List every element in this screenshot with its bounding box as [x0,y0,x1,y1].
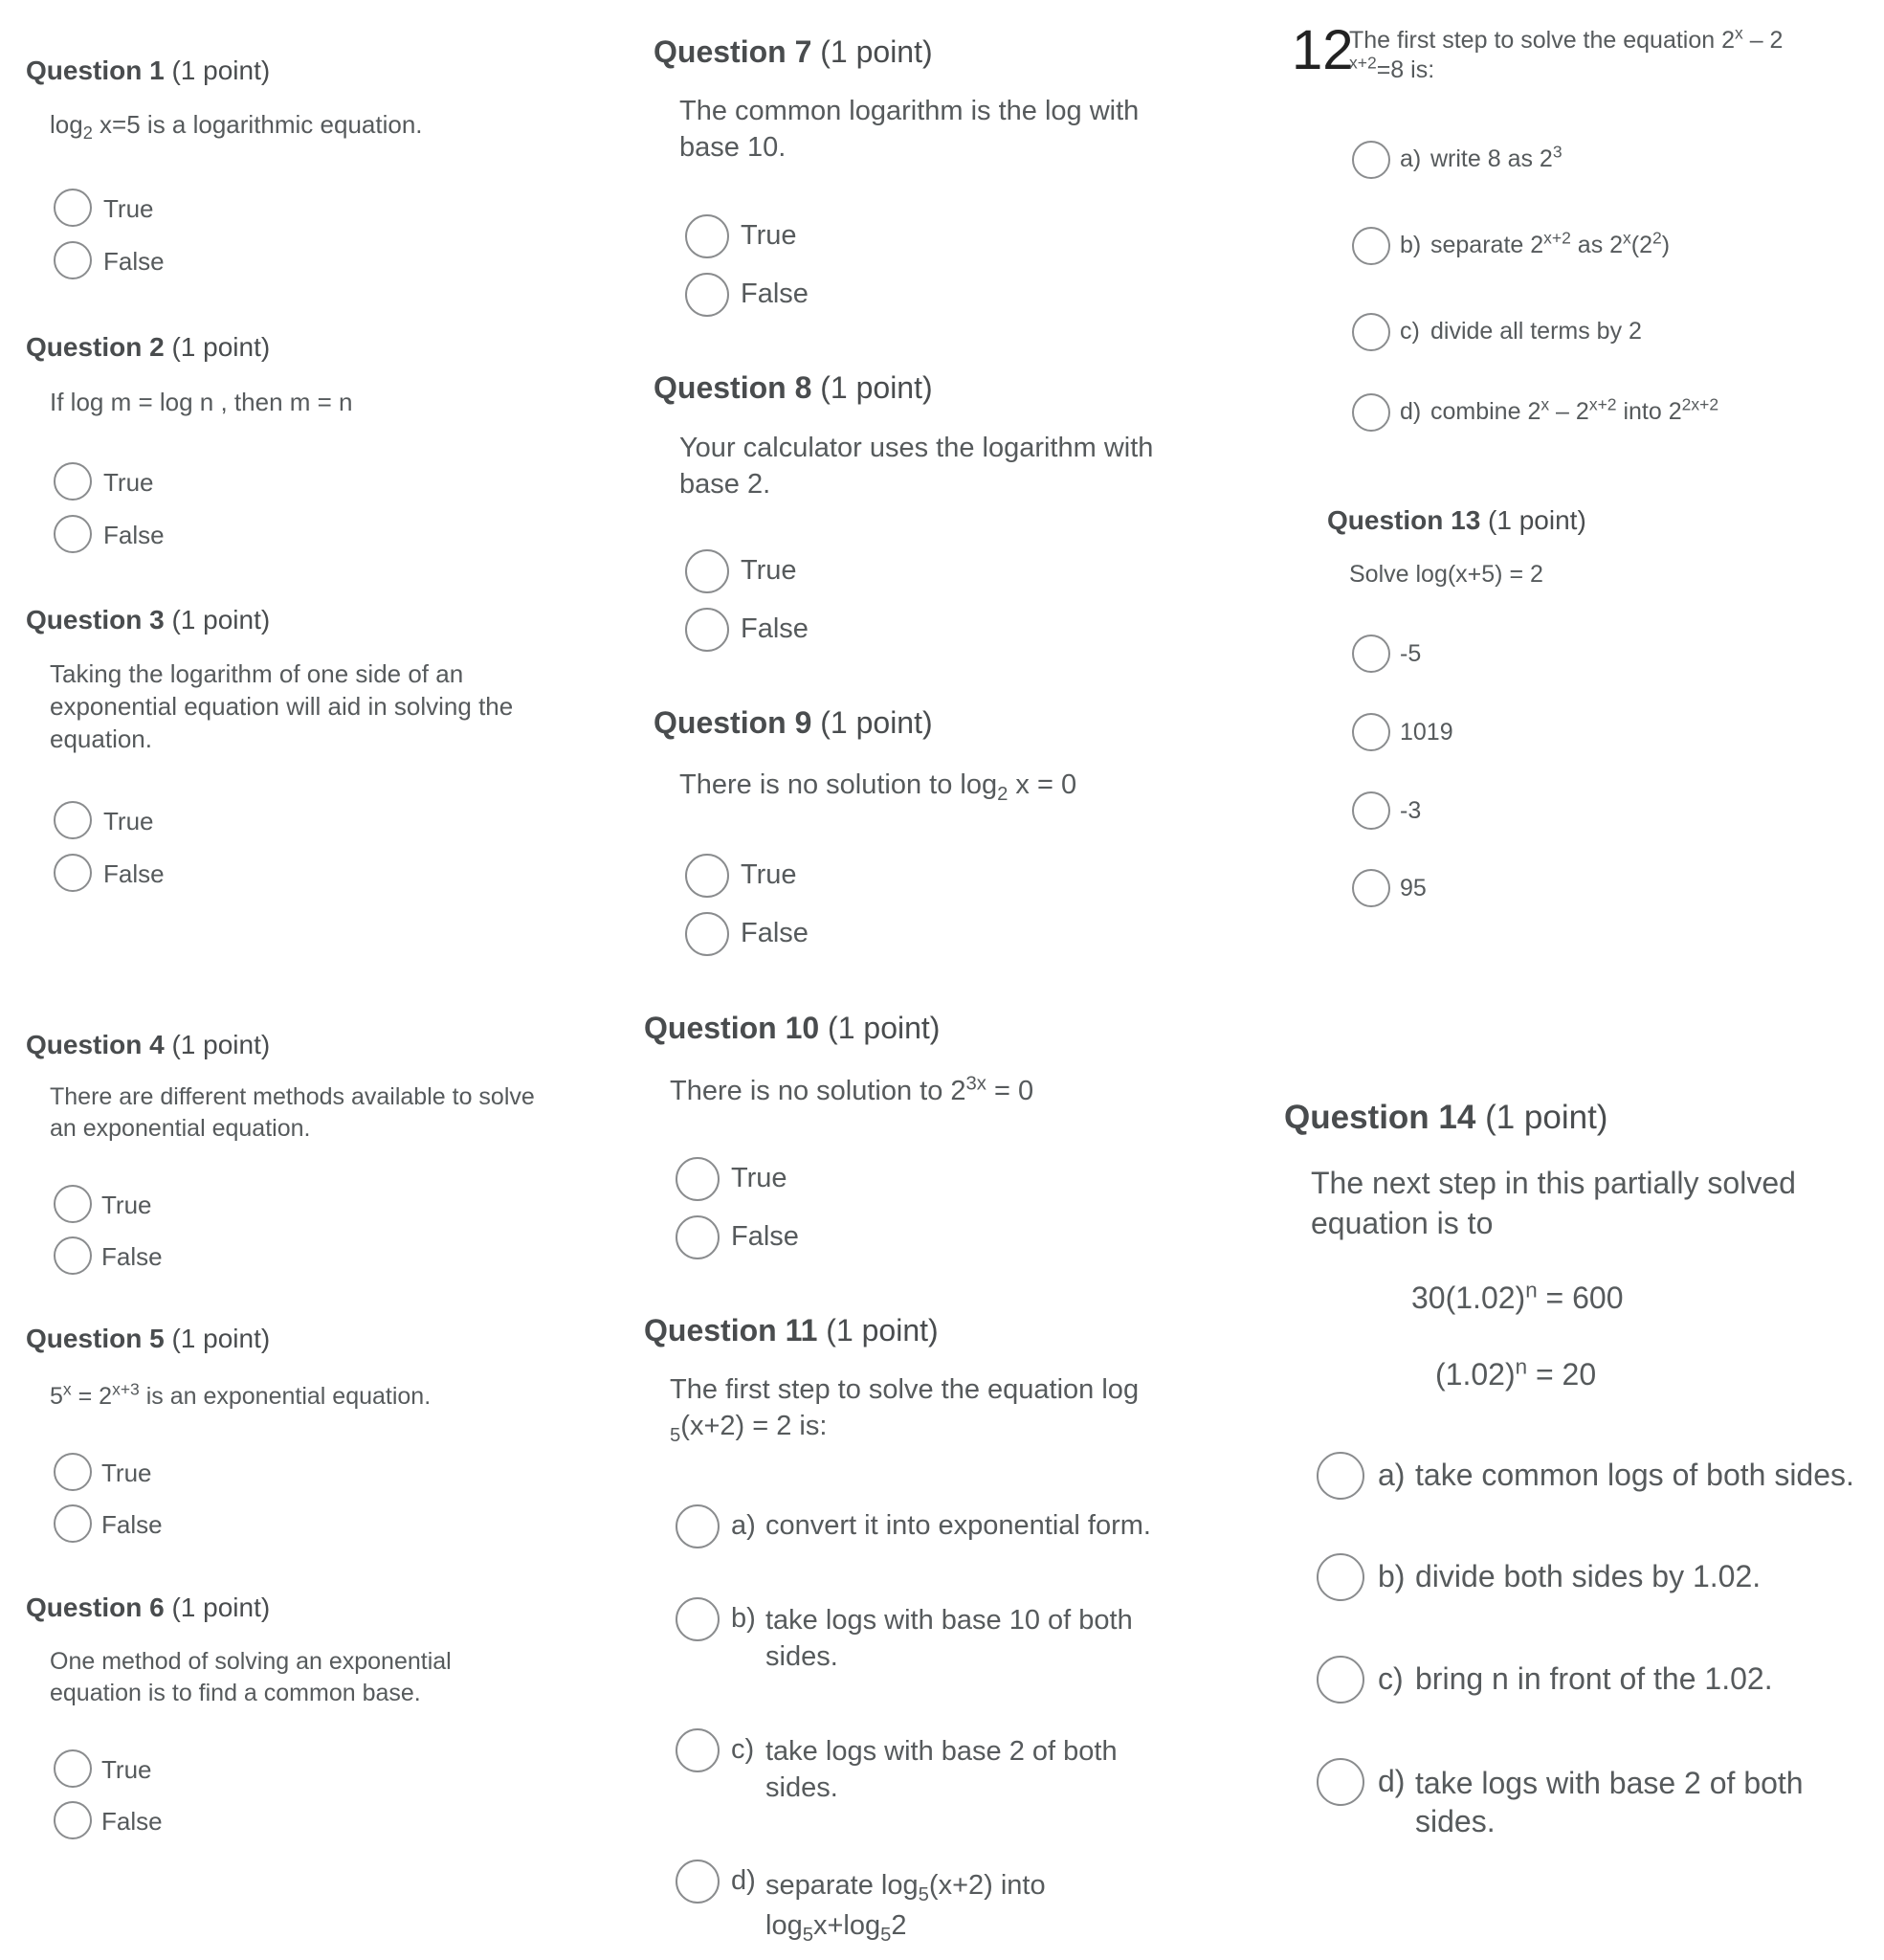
option-label: True [741,859,797,890]
option-false[interactable] [54,1236,341,1277]
question-prompt: $\log_2 x=5$ is a logarithmic equation. [50,110,423,144]
radio-button[interactable] [54,1801,92,1839]
question-points: (1 point) [820,34,933,69]
question-number: Question 13 [1327,505,1481,535]
option-b[interactable] [1317,1553,1881,1601]
option-label: combine $2^x - 2^{x+2}$ into $2^{2x+2}$ [1430,394,1719,425]
question-number: Question 3 [26,605,165,635]
option-label: separate $\log_5(x+2)$ into $\log_5x+\log_52$ [765,1870,1046,1946]
radio-button[interactable] [1352,713,1390,751]
question-points: (1 point) [1485,1099,1608,1136]
option-false[interactable] [54,515,341,555]
radio-button[interactable] [54,1504,92,1543]
option-label: take common logs of both sides. [1415,1458,1854,1492]
option-d[interactable] [1352,393,1850,432]
option-label: -5 [1400,640,1422,667]
question-prompt: Taking the logarithm of one side of an exponential equation will aid in solving the equation. [50,659,514,753]
option-label: write 8 as $2^3$ [1430,142,1563,172]
radio-button[interactable] [676,1504,720,1548]
radio-button[interactable] [1352,635,1390,673]
question-number: Question 5 [26,1324,165,1353]
option-label: False [101,1510,163,1539]
option-false[interactable] [54,241,341,281]
question-points: (1 point) [828,1011,941,1045]
radio-button[interactable] [676,1728,720,1772]
option-label: -3 [1400,797,1422,824]
option-false[interactable] [685,273,972,317]
option-d[interactable] [1317,1758,1881,1838]
option-label: divide both sides by 1.02. [1415,1559,1762,1593]
option-c[interactable] [676,1728,1211,1803]
option-a[interactable] [1317,1452,1881,1500]
option-false[interactable] [54,1504,341,1545]
radio-button[interactable] [1352,791,1390,830]
question-prompt: Your calculator uses the logarithm with base 2. [679,433,1154,500]
radio-button[interactable] [685,912,729,956]
question-number: Question 11 [644,1313,818,1348]
option-letter: c) [1400,318,1420,345]
question-prompt: One method of solving an exponential equation is to find a common base. [50,1648,452,1706]
question-number: Question 9 [654,705,812,740]
option-true[interactable] [685,854,972,898]
radio-button[interactable] [1352,141,1390,179]
option-label: 1019 [1400,719,1453,746]
question-prompt: The next step in this partially solved equation is to [1311,1166,1796,1240]
radio-button[interactable] [1317,1758,1364,1806]
radio-button[interactable] [676,1860,720,1904]
option-letter: b) [1400,232,1422,258]
question-heading [1284,1099,1607,1137]
option-label: False [103,859,165,888]
option-label: False [103,521,165,549]
radio-button[interactable] [54,241,92,279]
radio-button[interactable] [676,1157,720,1201]
option-label: False [101,1807,163,1836]
option-true[interactable] [685,549,972,593]
question-heading [654,370,933,406]
question-points: (1 point) [171,56,271,85]
question-points: (1 point) [1488,505,1586,535]
option-label: True [731,1163,787,1193]
question-heading [26,332,270,363]
option-c[interactable] [1352,313,1830,351]
radio-button[interactable] [676,1215,720,1259]
option-false[interactable] [54,1801,341,1841]
option-true[interactable] [54,189,341,229]
option-true[interactable] [54,462,341,502]
option-true[interactable] [54,801,341,841]
radio-button[interactable] [1352,869,1390,907]
question-number: Question 8 [654,370,812,405]
question-prompt: The first step to solve the equation 2$^x$ – 2 $^{x+2}$=8 is: [1349,23,1784,84]
question-heading [644,1011,940,1046]
radio-button[interactable] [676,1597,720,1641]
option-label: True [103,194,154,223]
option-label: False [103,247,165,276]
option-false[interactable] [54,854,341,894]
option-false[interactable] [685,912,972,956]
equation-1: $30(1.02)^n = 600$ [1411,1278,1624,1315]
radio-button[interactable] [1317,1553,1364,1601]
radio-button[interactable] [685,608,729,652]
option-4[interactable] [1352,869,1639,907]
question-number: Question 2 [26,332,165,362]
option-a[interactable] [1352,141,1830,179]
radio-button[interactable] [685,273,729,317]
radio-button[interactable] [54,1185,92,1223]
option-label: separate $2^{x+2}$ as $2^x(2^2)$ [1430,228,1671,258]
question-number: Question 14 [1284,1099,1476,1136]
question-number: Question 6 [26,1592,165,1622]
option-letter: a) [1400,145,1422,172]
radio-button[interactable] [1352,393,1390,432]
question-prompt: The first step to solve the equation log $_5$(x+2) = 2 is: [670,1374,1140,1446]
question-points: (1 point) [820,705,933,740]
option-label: False [741,278,809,309]
option-label: False [731,1221,799,1252]
equation-2: $(1.02)^n = 20$ [1435,1354,1597,1392]
option-true[interactable] [54,1185,341,1225]
option-true[interactable] [685,214,972,258]
question-points: (1 point) [171,332,271,362]
radio-button[interactable] [54,1236,92,1275]
question-points: (1 point) [171,605,271,635]
option-true[interactable] [54,1453,341,1493]
question-heading [644,1313,939,1348]
question-prompt: The common logarithm is the log with base 10. [679,96,1140,163]
radio-button[interactable] [685,854,729,898]
option-label: False [741,613,809,644]
question-prompt: There are different methods available to solve an exponential equation. [50,1083,535,1142]
radio-button[interactable] [54,801,92,839]
question-number: Question 4 [26,1030,165,1059]
radio-button[interactable] [1352,313,1390,351]
option-label: True [101,1191,152,1219]
question-number: Question 7 [654,34,812,69]
question-prompt: If log m = log n , then m = n [50,388,353,416]
option-b[interactable] [676,1597,1211,1672]
question-prompt: Solve log(x+5) = 2 [1349,561,1543,588]
option-label: True [741,555,797,586]
option-1[interactable] [1352,635,1639,673]
option-label: True [101,1459,152,1487]
option-label: True [101,1755,152,1784]
question-points: (1 point) [171,1030,271,1059]
option-label: convert it into exponential form. [765,1510,1151,1541]
option-d[interactable] [676,1860,1211,1946]
question-heading [26,56,270,86]
option-letter: b) [731,1603,756,1634]
question-prompt: There is no solution to $\log_2 x = 0$ [679,769,1077,805]
radio-button[interactable] [54,515,92,553]
radio-button[interactable] [54,1453,92,1491]
option-label: divide all terms by 2 [1430,318,1642,345]
option-label: take logs with base 2 of both sides. [765,1736,1118,1803]
option-letter: a) [1378,1458,1406,1492]
option-label: False [101,1242,163,1271]
question-points: (1 point) [171,1592,271,1622]
radio-button[interactable] [685,214,729,258]
option-label: True [741,220,797,251]
radio-button[interactable] [1317,1656,1364,1704]
option-label: bring n in front of the 1.02. [1415,1661,1773,1696]
option-a[interactable] [676,1504,1211,1548]
question-number: Question 10 [644,1011,820,1045]
question-number: 12 [1292,19,1354,81]
option-label: True [103,807,154,835]
radio-button[interactable] [685,549,729,593]
radio-button[interactable] [1317,1452,1364,1500]
question-heading [26,1592,270,1623]
option-letter: d) [1400,398,1422,425]
question-points: (1 point) [820,370,933,405]
question-heading [654,705,933,741]
radio-button[interactable] [54,854,92,892]
option-letter: c) [731,1734,755,1765]
question-prompt: $5^x = 2^{x+3}$ is an exponential equation. [50,1379,432,1410]
option-label: take logs with base 10 of both sides. [765,1605,1133,1672]
option-label: True [103,468,154,497]
option-b[interactable] [1352,227,1830,265]
radio-button[interactable] [1352,227,1390,265]
question-number: Question 1 [26,56,165,85]
option-2[interactable] [1352,713,1639,751]
option-letter: a) [731,1510,756,1541]
option-label: take logs with base 2 of both sides. [1415,1766,1804,1838]
option-c[interactable] [1317,1656,1881,1704]
question-heading [26,1030,270,1060]
radio-button[interactable] [54,462,92,501]
option-false[interactable] [676,1215,963,1259]
option-label: 95 [1400,875,1427,902]
option-letter: d) [731,1865,756,1896]
option-label: False [741,918,809,948]
question-heading [26,1324,270,1354]
question-heading [654,34,933,70]
question-prompt: There is no solution to $2^{3x} = 0$ [670,1073,1034,1106]
question-heading [26,605,270,635]
option-true[interactable] [54,1749,341,1790]
radio-button[interactable] [54,1749,92,1788]
option-letter: b) [1378,1559,1406,1593]
option-letter: c) [1378,1661,1404,1696]
option-3[interactable] [1352,791,1639,830]
radio-button[interactable] [54,189,92,227]
question-points: (1 point) [826,1313,939,1348]
question-points: (1 point) [171,1324,271,1353]
option-letter: d) [1378,1764,1406,1798]
option-true[interactable] [676,1157,963,1201]
question-heading [1327,505,1586,536]
option-false[interactable] [685,608,972,652]
